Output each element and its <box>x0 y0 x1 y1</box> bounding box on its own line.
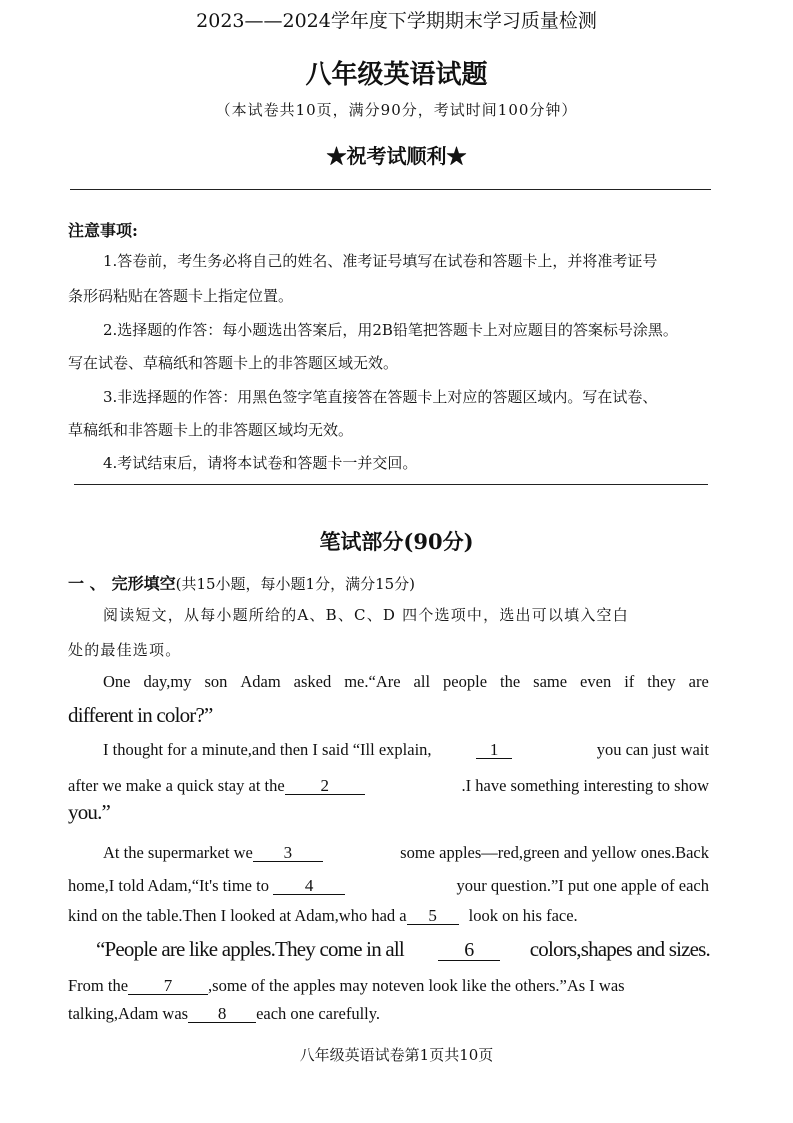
instruction-line-2: 处的最佳选项。 <box>68 641 182 659</box>
text-segment: I thought for a minute,and then I said “Ill explain, <box>103 740 432 759</box>
note-3-line-2: 草稿纸和非答题卡上的非答题区域均无效。 <box>68 421 354 439</box>
word: me.“Are <box>344 672 401 691</box>
instruction-line-1: 阅读短文，从每小题所给的A、B、C、D 四个选项中，选出可以填入空白 <box>103 606 629 624</box>
word: day,my <box>143 672 192 691</box>
passage-line-8 <box>68 906 578 926</box>
text-segment-a: At the supermarket we <box>103 843 253 862</box>
text-segment-a: From the <box>68 976 129 995</box>
note-3-line-1: 3.非选择题的作答：用黑色签字笔直接答在答题卡上对应的答题区域内。写在试卷、 <box>103 388 658 406</box>
text-segment: your question.”I put one apple of each <box>456 876 709 895</box>
passage-line-10 <box>68 976 709 996</box>
text-segment: look on his face. <box>468 906 578 925</box>
word: son <box>204 672 228 691</box>
text-segment <box>68 976 625 996</box>
passage-line-5: you.” <box>68 800 111 824</box>
word: are <box>688 672 709 691</box>
text-segment: you can just wait <box>596 740 709 759</box>
passage-line-3 <box>103 740 709 760</box>
note-2-line-1: 2.选择题的作答：每小题选出答案后，用2B铅笔把答题卡上对应题目的答案标号涂黑。 <box>103 321 678 339</box>
text-segment: kind on the table.Then I looked at Adam,who had a <box>68 906 407 925</box>
page-footer: 八年级英语试卷第1页共10页 <box>299 1046 494 1064</box>
passage-line-6 <box>103 843 709 863</box>
text-segment: some apples—red,green and yellow ones.Back <box>400 843 709 862</box>
text-segment: each one carefully. <box>256 1004 381 1023</box>
text-segment: colors,shapes and sizes. <box>529 937 710 961</box>
word: they <box>647 672 676 691</box>
part-number: 一 、 <box>68 574 106 593</box>
exam-title: 2023——2024学年度下学期期末学习质量检测 <box>196 10 597 32</box>
blank-2: 2 <box>285 778 365 795</box>
text-segment-a: after we make a quick stay at the <box>68 776 285 795</box>
passage-line-1 <box>103 672 709 692</box>
note-1-line-1: 1.答卷前，考生务必将自己的姓名、准考证号填写在试卷和答题卡上，并将准考证号 <box>103 252 658 270</box>
header-divider <box>70 189 711 190</box>
subject-title: 八年级英语试题 <box>305 60 488 90</box>
blank-7: 7 <box>128 978 208 995</box>
word: if <box>624 672 635 691</box>
text-segment <box>103 843 323 863</box>
good-luck-wish: ★祝考试顺利★ <box>326 144 467 168</box>
blank-1: 1 <box>476 742 512 759</box>
blank-5: 5 <box>407 908 459 925</box>
passage-line-11 <box>68 1004 380 1024</box>
notes-title: 注意事项: <box>68 221 138 240</box>
word: asked <box>293 672 332 691</box>
note-4: 4.考试结束后，请将本试卷和答题卡一并交回。 <box>103 454 418 472</box>
blank-8: 8 <box>188 1006 256 1023</box>
note-1-line-2: 条形码粘贴在答题卡上指定位置。 <box>68 287 294 305</box>
word: people <box>443 672 488 691</box>
passage-line-7 <box>68 876 709 896</box>
blank-3: 3 <box>253 845 323 862</box>
word: Adam <box>240 672 281 691</box>
text-segment <box>68 876 345 896</box>
word: the <box>500 672 521 691</box>
text-segment: .I have something interesting to show <box>461 776 709 795</box>
passage-line-9 <box>96 937 710 962</box>
notes-divider <box>74 484 708 485</box>
passage-line-4 <box>68 776 709 796</box>
word: same <box>533 672 568 691</box>
section-title: 笔试部分(90分) <box>319 529 474 554</box>
part-info: (共15小题，每小题1分，满分15分) <box>175 575 416 593</box>
part-heading <box>68 571 415 594</box>
note-2-line-2: 写在试卷、草稿纸和答题卡上的非答题区域无效。 <box>68 354 399 372</box>
passage-line-2: different in color?” <box>68 703 213 727</box>
exam-info: （本试卷共10页，满分90分，考试时间100分钟） <box>215 101 578 119</box>
word: even <box>580 672 612 691</box>
text-segment-b: ,some of the apples may noteven look like the others.”As I was <box>208 976 625 995</box>
text-segment: “People are like apples.They come in all <box>96 937 404 961</box>
text-segment-a: home,I told Adam,“It's time to <box>68 876 269 895</box>
word: One <box>103 672 131 691</box>
blank-4: 4 <box>273 878 345 895</box>
text-segment: talking,Adam was <box>68 1004 189 1023</box>
text-segment <box>68 776 365 796</box>
part-name: 完形填空 <box>111 574 176 593</box>
word: all <box>413 672 431 691</box>
blank-6: 6 <box>438 940 500 961</box>
